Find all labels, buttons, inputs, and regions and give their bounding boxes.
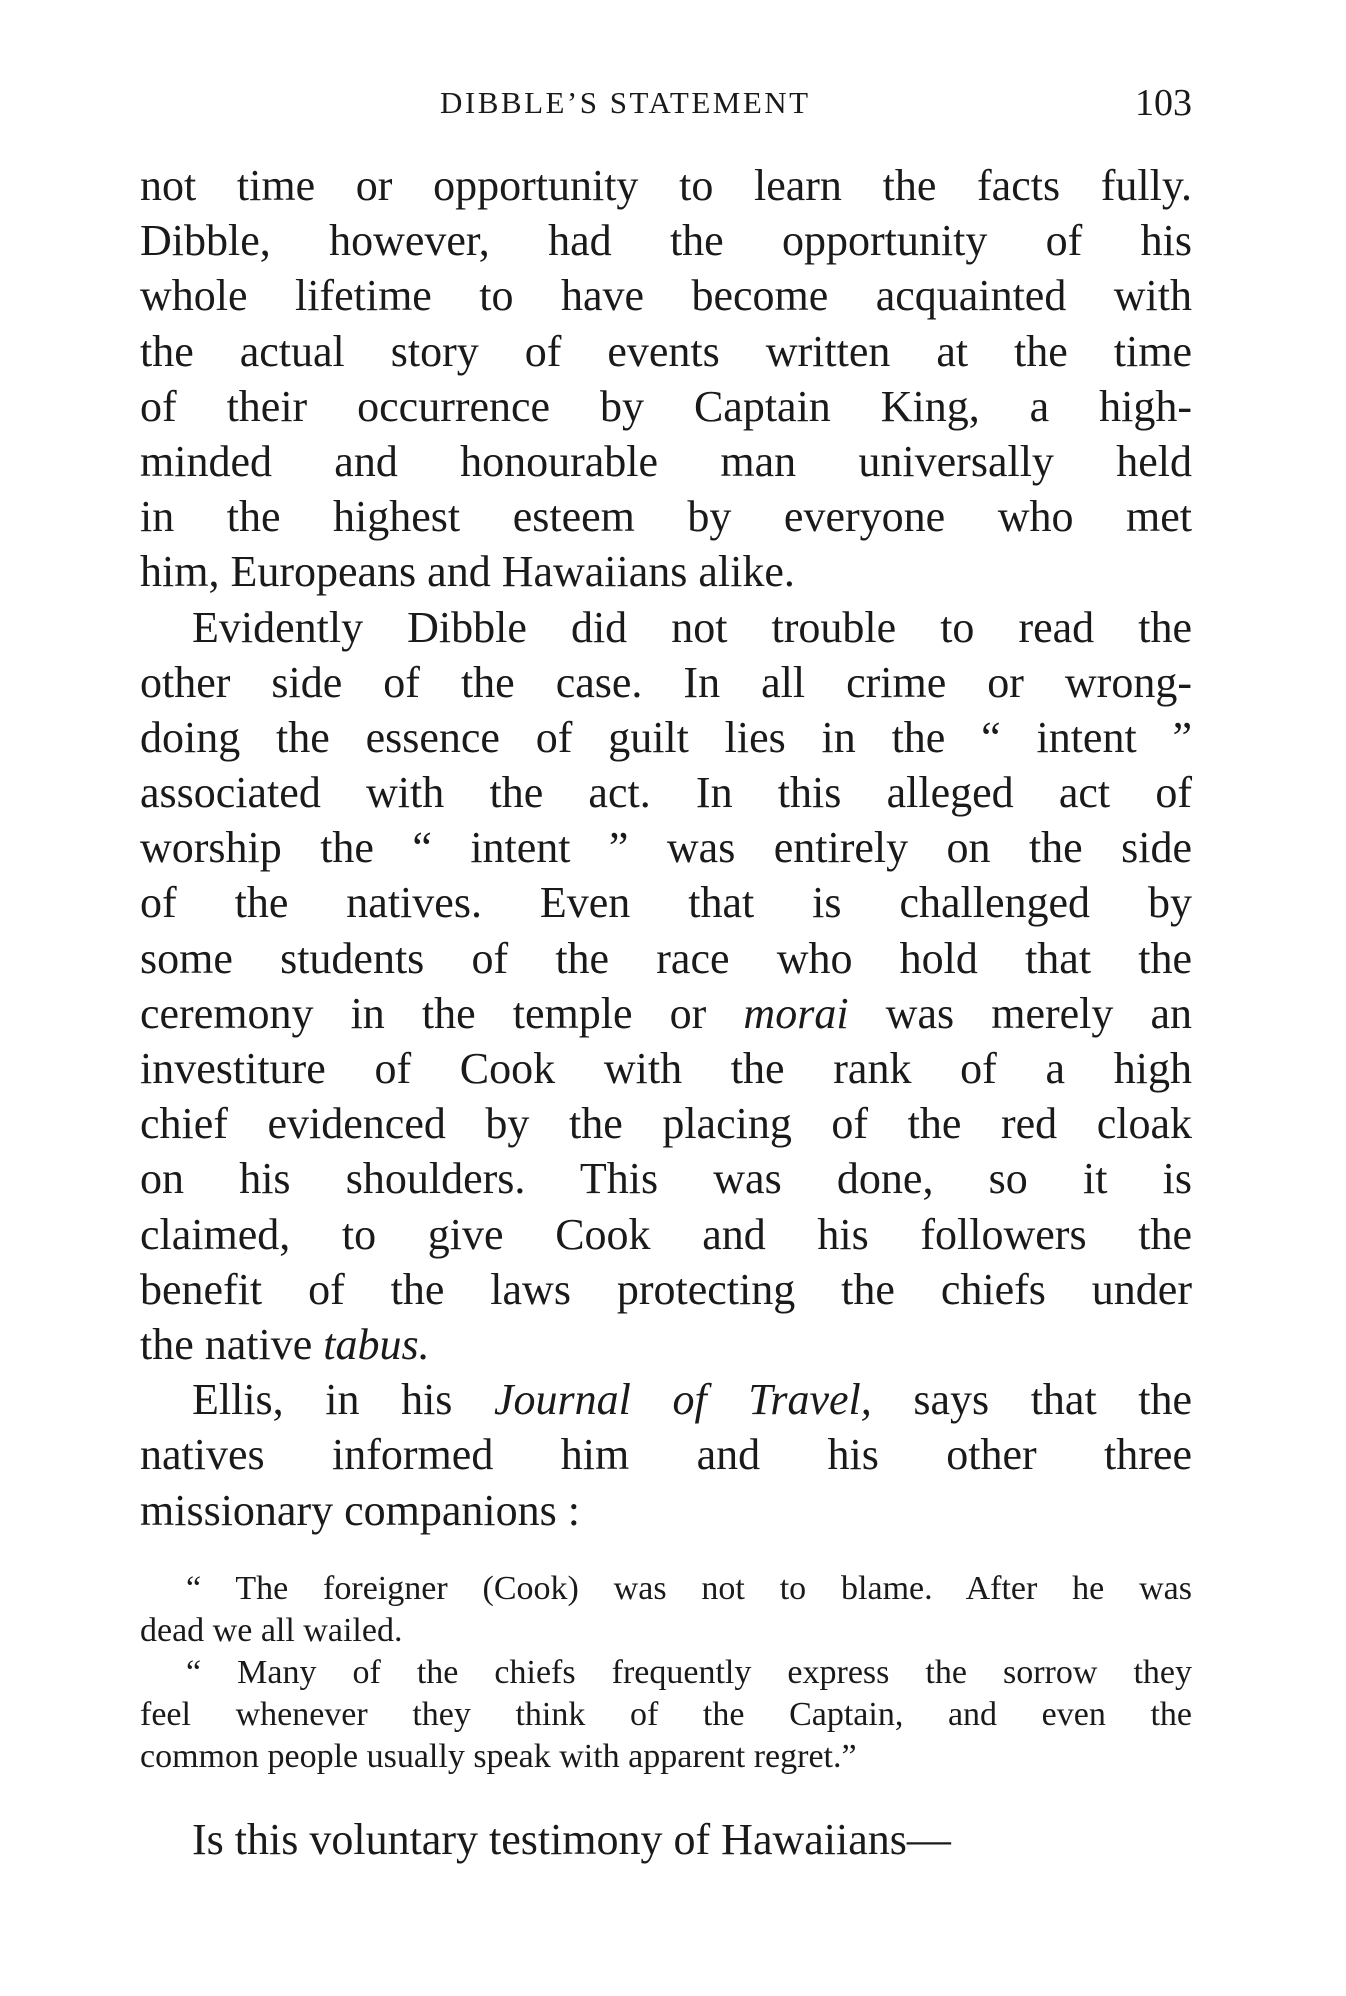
text-line: Is this voluntary testimony of Hawaiians— xyxy=(192,1814,951,1864)
quote-line: “ Many of the chiefs frequently express the sorrow they xyxy=(186,1653,1192,1691)
text-segment: says that the xyxy=(913,1375,1193,1425)
text-line xyxy=(140,986,1192,1041)
text-line: doing the essence of guilt lies in the “ intent ” xyxy=(140,712,1192,762)
text-line: Dibble, however, had the opportunity of his xyxy=(140,216,1192,266)
text-line: of their occurrence by Captain King, a high- xyxy=(140,381,1192,431)
text-line: worship the “ intent ” was entirely on the side xyxy=(140,823,1192,873)
quote-line: feel whenever they think of the Captain, and even the xyxy=(140,1695,1192,1733)
text-line: not time or opportunity to learn the facts fully. xyxy=(140,161,1192,210)
text-line: Evidently Dibble did not trouble to read the xyxy=(192,602,1192,652)
page-header xyxy=(140,78,1192,128)
italic-term-tabus: tabus. xyxy=(323,1319,430,1369)
paragraph-4 xyxy=(140,1812,1192,1867)
italic-term-morai: morai xyxy=(743,988,849,1038)
text-line: chief evidenced by the placing of the red cloak xyxy=(140,1099,1192,1149)
quote-line: dead we all wailed. xyxy=(140,1611,403,1649)
quote-line: “ The foreigner (Cook) was not to blame. After he was xyxy=(186,1569,1192,1607)
quote-line: common people usually speak with apparent regret.” xyxy=(140,1737,857,1775)
body-text xyxy=(140,158,1192,1867)
text-line: investiture of Cook with the rank of a high xyxy=(140,1044,1192,1093)
text-line: in the highest esteem by everyone who met xyxy=(140,492,1192,542)
paragraph-1 xyxy=(140,158,1192,600)
text-line: him, Europeans and Hawaiians alike. xyxy=(140,547,795,597)
text-segment: the native xyxy=(140,1319,313,1369)
text-line: natives informed him and his other three xyxy=(140,1430,1192,1480)
text-line: whole lifetime to have become acquainted with xyxy=(140,271,1192,321)
paragraph-2 xyxy=(140,600,1192,1373)
text-line: on his shoulders. This was done, so it is xyxy=(140,1154,1192,1204)
text-line xyxy=(140,1317,1192,1372)
running-head: DIBBLE’S STATEMENT xyxy=(440,85,811,120)
text-line: minded and honourable man universally held xyxy=(140,436,1192,486)
page-number: 103 xyxy=(1135,82,1192,124)
text-line xyxy=(140,1372,1192,1427)
text-segment: Ellis, in his xyxy=(192,1375,453,1425)
paragraph-3 xyxy=(140,1372,1192,1538)
text-line: associated with the act. In this alleged act of xyxy=(140,768,1192,818)
text-segment: was merely an xyxy=(885,988,1193,1038)
text-line: some students of the race who hold that the xyxy=(140,933,1192,983)
block-quote xyxy=(140,1568,1192,1778)
text-segment: ceremony in the temple or xyxy=(140,988,707,1038)
text-line: other side of the case. In all crime or wrong- xyxy=(140,657,1192,707)
text-line: of the natives. Even that is challenged by xyxy=(140,878,1192,928)
text-line: missionary companions : xyxy=(140,1485,580,1535)
text-line: claimed, to give Cook and his followers the xyxy=(140,1209,1192,1259)
italic-title-journal-of-travel: Journal of Travel, xyxy=(494,1375,872,1425)
text-line: the actual story of events written at the time xyxy=(140,326,1192,376)
text-line: benefit of the laws protecting the chiefs under xyxy=(140,1264,1192,1314)
